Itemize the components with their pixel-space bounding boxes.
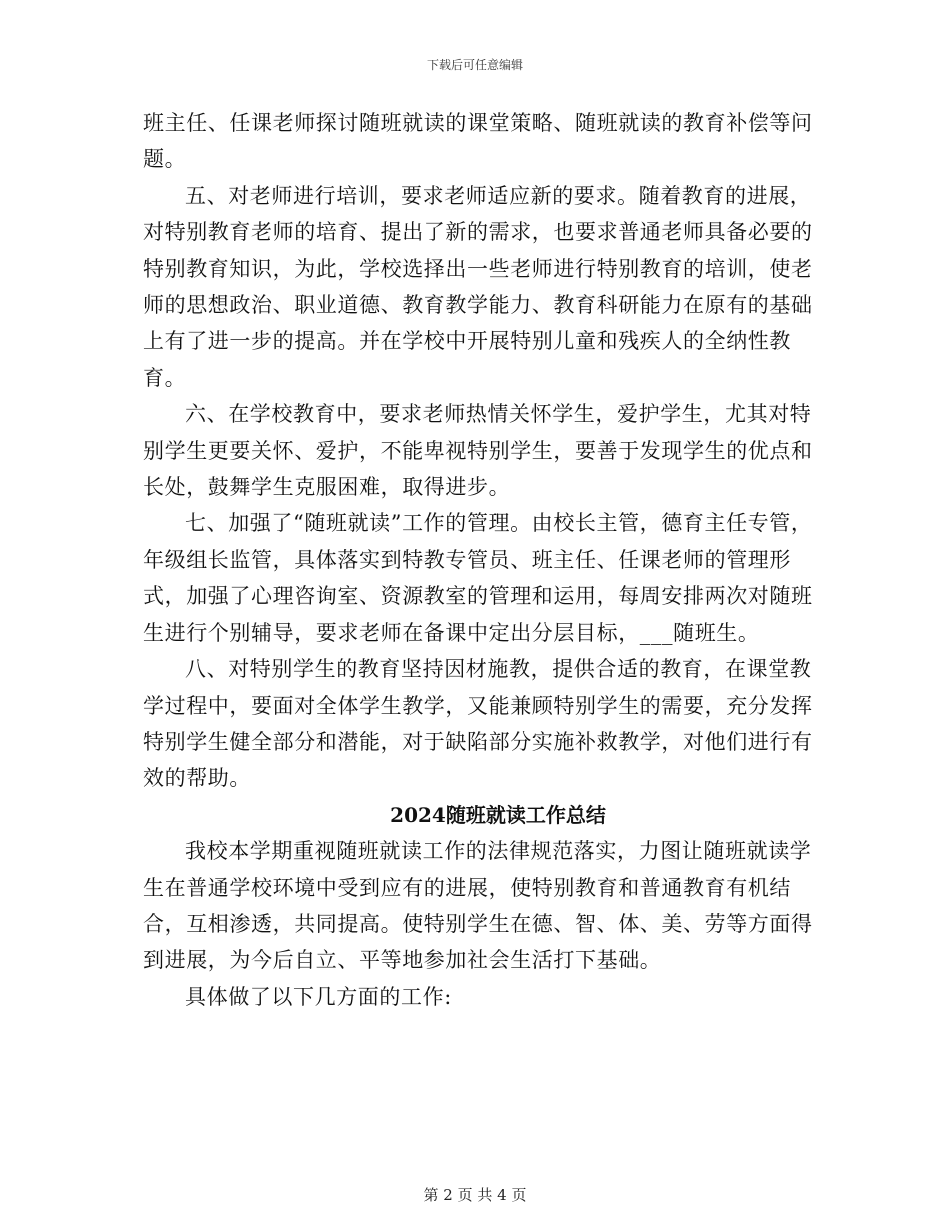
document-body xyxy=(143,105,823,1015)
paragraph-item-8: 八、对特别学生的教育坚持因材施教，提供合适的教育，在课堂教学过程中，要面对全体学生教学，又能兼顾特别学生的需要，充分发挥特别学生健全部分和潜能，对于缺陷部分实施补救教学，对他们进行有效的帮助。 xyxy=(143,657,813,791)
paragraph-item-7: 七、加强了“随班就读”工作的管理。由校长主管，德育主任专管，年级组长监管，具体落实到特教专管员、班主任、任课老师的管理形式，加强了心理咨询室、资源教室的管理和运用，每周安排两次对随班生进行个别辅导，要求老师在备课中定出分层目标，___随班生。 xyxy=(143,511,813,645)
page-header: 下载后可任意编辑 xyxy=(426,58,523,72)
page-footer: 第 2 页 共 4 页 xyxy=(423,1186,527,1204)
section-work-heading-paragraph: 具体做了以下几方面的工作: xyxy=(185,984,452,1009)
paragraph-item-5: 五、对老师进行培训，要求老师适应新的要求。随着教育的进展，对特别教育老师的培育、提出了新的需求，也要求普通老师具备必要的特别教育知识，为此，学校选择出一些老师进行特别教育的培训，使老师的思想政治、职业道德、教育教学能力、教育科研能力在原有的基础上有了进一步的提高。并在学校中开展特别儿童和残疾人的全纳性教育。 xyxy=(143,183,813,390)
paragraph-continuation: 班主任、任课老师探讨随班就读的课堂策略、随班就读的教育补偿等问题。 xyxy=(143,111,813,172)
section-intro-paragraph: 我校本学期重视随班就读工作的法律规范落实，力图让随班就读学生在普通学校环境中受到应有的进展，使特别教育和普通教育有机结合，互相渗透，共同提高。使特别学生在德、智、体、美、劳等方面得到进展，为今后自立、平等地参加社会生活打下基础。 xyxy=(143,839,813,973)
section-title: 2024随班就读工作总结 xyxy=(390,802,606,827)
paragraph-item-6: 六、在学校教育中，要求老师热情关怀学生，爱护学生，尤其对特别学生更要关怀、爱护，不能卑视特别学生，要善于发现学生的优点和长处，鼓舞学生克服困难，取得进步。 xyxy=(143,402,813,500)
